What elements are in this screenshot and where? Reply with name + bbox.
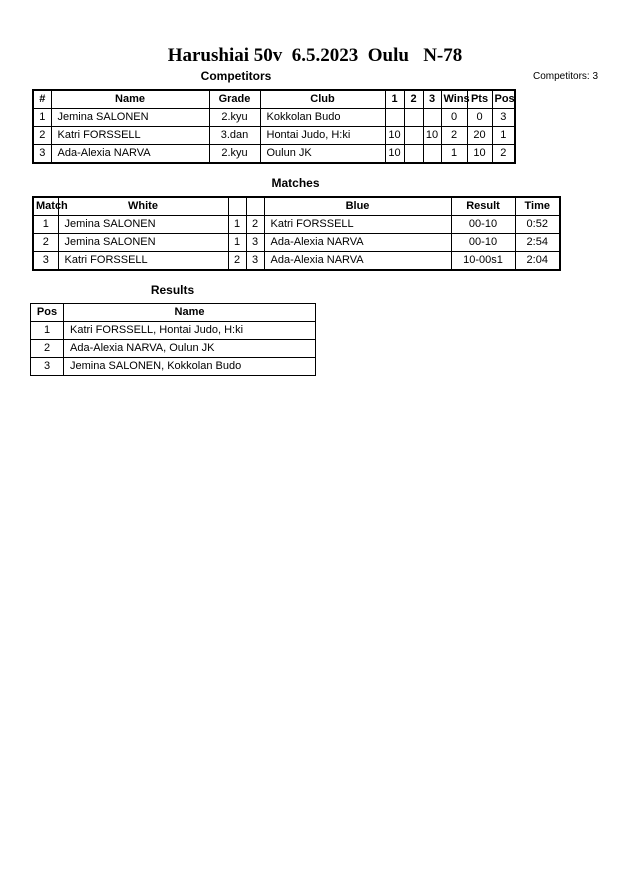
match-time-cell: 0:52 <box>515 216 560 234</box>
result-pos-cell: 1 <box>31 322 64 340</box>
result-name-cell: Ada-Alexia NARVA, Oulun JK <box>64 340 316 358</box>
match-blue-cell: Ada-Alexia NARVA <box>264 234 451 252</box>
table-row <box>33 109 515 127</box>
match-result-cell: 00-10 <box>451 216 515 234</box>
matches-col-white: White <box>58 197 228 216</box>
competitor-grade-cell: 2.kyu <box>209 145 260 164</box>
matches-col-blue-num <box>246 197 264 216</box>
matches-col-blue: Blue <box>264 197 451 216</box>
competitors-section-title: Competitors <box>200 69 272 83</box>
table-row <box>33 216 560 234</box>
results-section-title: Results <box>150 283 195 297</box>
competitor-name-cell: Jemina SALONEN <box>51 109 209 127</box>
competitor-wins-cell: 0 <box>441 109 467 127</box>
results-table <box>30 303 316 376</box>
competitor-pts-cell: 20 <box>467 127 492 145</box>
competitors-col-grade: Grade <box>209 90 260 109</box>
match-result-cell: 10-00s1 <box>451 252 515 271</box>
results-col-pos: Pos <box>31 304 64 322</box>
matches-header-row <box>33 197 560 216</box>
match-time-cell: 2:04 <box>515 252 560 271</box>
matches-table <box>32 196 561 271</box>
match-number-cell: 2 <box>33 234 58 252</box>
match-time-cell: 2:54 <box>515 234 560 252</box>
competitors-col-club: Club <box>260 90 385 109</box>
match-blue-num-cell: 3 <box>246 252 264 271</box>
match-white-num-cell: 1 <box>228 216 246 234</box>
match-blue-num-cell: 2 <box>246 216 264 234</box>
competitor-wins-cell: 1 <box>441 145 467 164</box>
competitors-header-row <box>33 90 515 109</box>
table-row <box>33 145 515 164</box>
match-white-cell: Katri FORSSELL <box>58 252 228 271</box>
competitor-score1-cell <box>385 109 404 127</box>
competitors-col-wins: Wins <box>441 90 467 109</box>
matches-col-result: Result <box>451 197 515 216</box>
match-blue-cell: Ada-Alexia NARVA <box>264 252 451 271</box>
table-row <box>33 127 515 145</box>
match-white-cell: Jemina SALONEN <box>58 216 228 234</box>
matches-col-match: Match <box>33 197 58 216</box>
table-row <box>31 358 316 376</box>
competitor-grade-cell: 3.dan <box>209 127 260 145</box>
match-number-cell: 3 <box>33 252 58 271</box>
result-pos-cell: 2 <box>31 340 64 358</box>
competitors-col-score2: 2 <box>404 90 423 109</box>
competitor-score3-cell <box>423 145 441 164</box>
competitor-pos-cell: 2 <box>492 145 515 164</box>
result-name-cell: Jemina SALONEN, Kokkolan Budo <box>64 358 316 376</box>
competitor-score3-cell <box>423 109 441 127</box>
competitor-score1-cell: 10 <box>385 145 404 164</box>
result-pos-cell: 3 <box>31 358 64 376</box>
competitor-score2-cell <box>404 127 423 145</box>
competitor-score2-cell <box>404 109 423 127</box>
competitor-pts-cell: 0 <box>467 109 492 127</box>
competitor-score1-cell: 10 <box>385 127 404 145</box>
competitor-score3-cell: 10 <box>423 127 441 145</box>
table-row <box>33 234 560 252</box>
competitors-col-number: # <box>33 90 51 109</box>
competitors-col-name: Name <box>51 90 209 109</box>
table-row <box>33 252 560 271</box>
competitor-number-cell: 1 <box>33 109 51 127</box>
table-row <box>31 340 316 358</box>
competitor-score2-cell <box>404 145 423 164</box>
result-name-cell: Katri FORSSELL, Hontai Judo, H:ki <box>64 322 316 340</box>
table-row <box>31 322 316 340</box>
competitor-grade-cell: 2.kyu <box>209 109 260 127</box>
match-white-num-cell: 1 <box>228 234 246 252</box>
competitor-pos-cell: 1 <box>492 127 515 145</box>
matches-col-time: Time <box>515 197 560 216</box>
competitors-count: Competitors: 3 <box>533 71 599 82</box>
match-white-num-cell: 2 <box>228 252 246 271</box>
competitor-pos-cell: 3 <box>492 109 515 127</box>
results-header-row <box>31 304 316 322</box>
competitor-pts-cell: 10 <box>467 145 492 164</box>
competitors-col-score3: 3 <box>423 90 441 109</box>
matches-section-title: Matches <box>271 176 320 190</box>
matches-col-white-num <box>228 197 246 216</box>
competitor-club-cell: Hontai Judo, H:ki <box>260 127 385 145</box>
competitors-col-pts: Pts <box>467 90 492 109</box>
competitor-number-cell: 2 <box>33 127 51 145</box>
match-number-cell: 1 <box>33 216 58 234</box>
competitors-table <box>32 89 516 164</box>
competitors-col-score1: 1 <box>385 90 404 109</box>
competitors-col-pos: Pos <box>492 90 515 109</box>
competitor-club-cell: Kokkolan Budo <box>260 109 385 127</box>
competitor-name-cell: Ada-Alexia NARVA <box>51 145 209 164</box>
results-col-name: Name <box>64 304 316 322</box>
match-white-cell: Jemina SALONEN <box>58 234 228 252</box>
competitor-name-cell: Katri FORSSELL <box>51 127 209 145</box>
match-blue-num-cell: 3 <box>246 234 264 252</box>
match-blue-cell: Katri FORSSELL <box>264 216 451 234</box>
competitor-wins-cell: 2 <box>441 127 467 145</box>
competitor-number-cell: 3 <box>33 145 51 164</box>
competitor-club-cell: Oulun JK <box>260 145 385 164</box>
match-result-cell: 00-10 <box>451 234 515 252</box>
page-title: Harushiai 50v 6.5.2023 Oulu N-78 <box>167 45 463 66</box>
